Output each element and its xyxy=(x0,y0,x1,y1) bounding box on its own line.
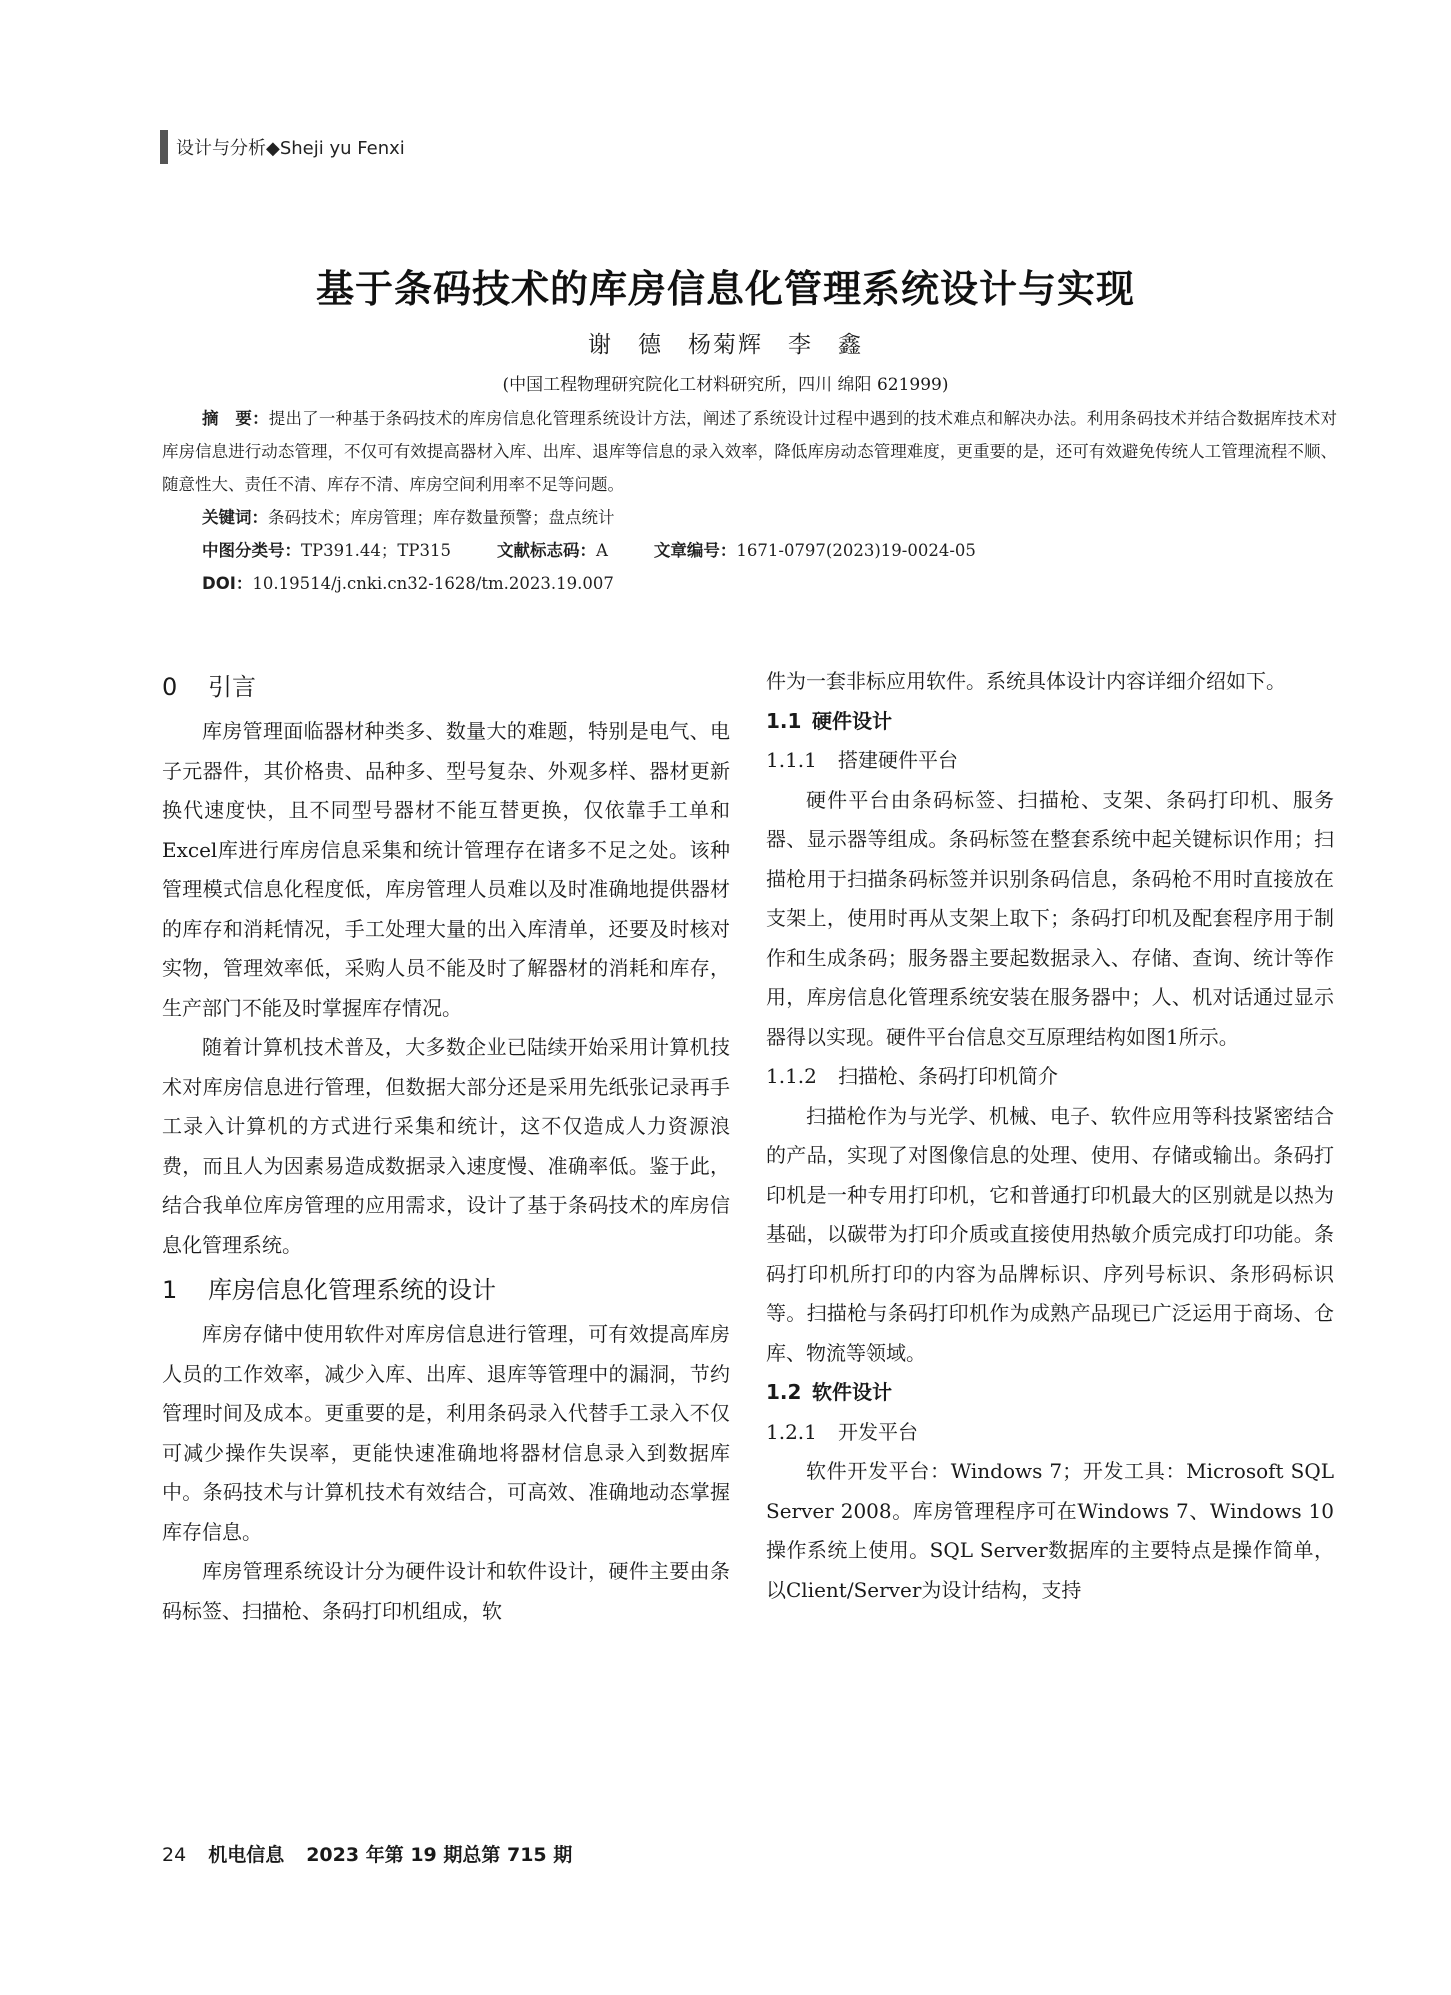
paragraph: 硬件平台由条码标签、扫描枪、支架、条码打印机、服务器、显示器等组成。条码标签在整套系统中起关键标识作用；扫描枪用于扫描条码标签并识别条码信息，条码枪不用时直接放在支架上，使用时再从支架上取下；条码打印机及配套程序用于制作和生成条码；服务器主要起数据录入、存储、查询、统计等作用，库房信息化管理系统安装在服务器中；人、机对话通过显示器得以实现。硬件平台信息交互原理结构如图1所示。 xyxy=(766,787,1334,1049)
right-column xyxy=(766,662,1334,1610)
section-title: 搭建硬件平台 xyxy=(838,748,958,772)
keywords xyxy=(162,501,1337,534)
header-bar xyxy=(160,130,168,164)
doi-label: DOI： xyxy=(202,574,253,593)
header-text: 设计与分析◆Sheji yu Fenxi xyxy=(176,138,405,159)
subsection-heading-1-2 xyxy=(766,1373,1334,1413)
doi xyxy=(162,567,1337,600)
section-number: 1.1 xyxy=(766,708,802,733)
section-title: 硬件设计 xyxy=(812,708,892,733)
issue-info: 2023 年第 19 期总第 715 期 xyxy=(306,1844,573,1866)
page-footer xyxy=(162,1840,572,1867)
abstract-block xyxy=(162,402,1337,600)
abstract-label: 摘 要： xyxy=(202,409,269,428)
clc-value: TP391.44；TP315 xyxy=(301,541,451,560)
doi-value: 10.19514/j.cnki.cn32-1628/tm.2023.19.007 xyxy=(252,574,614,593)
section-title: 软件设计 xyxy=(812,1380,892,1404)
section-number: 1.1.2 xyxy=(766,1064,817,1088)
authors: 谢 德 杨菊辉 李 鑫 xyxy=(588,332,863,358)
subsubsection-heading-1-2-1 xyxy=(766,1413,1334,1453)
doc-code-value: A xyxy=(595,541,608,560)
paragraph: 库房管理面临器材种类多、数量大的难题，特别是电气、电子元器件，其价格贵、品种多、型号复杂、外观多样、器材更新换代速度快，且不同型号器材不能互替更换，仅依靠手工单和Excel库进行库房信息采集和统计管理存在诸多不足之处。该种管理模式信息化程度低，库房管理人员难以及时准确地提供器材的库存和消耗情况，手工处理大量的出入库清单，还要及时核对实物，管理效率低，采购人员不能及时了解器材的消耗和库存，生产部门不能及时掌握库存情况。 xyxy=(162,719,730,1020)
clc-label: 中图分类号： xyxy=(202,541,301,560)
section-heading-1 xyxy=(162,1265,730,1315)
section-number: 1 xyxy=(162,1276,178,1304)
article-number-label: 文章编号： xyxy=(653,541,737,560)
classification xyxy=(162,534,1337,567)
left-column xyxy=(162,662,730,1631)
doc-code-label: 文献标志码： xyxy=(496,541,596,560)
paragraph: 库房管理系统设计分为硬件设计和软件设计，硬件主要由条码标签、扫描枪、条码打印机组成，软 xyxy=(162,1559,730,1623)
page-number: 24 xyxy=(162,1844,187,1866)
section-title: 引言 xyxy=(208,673,256,701)
abstract-text: 提出了一种基于条码技术的库房信息化管理系统设计方法，阐述了系统设计过程中遇到的技术难点和解决办法。利用条码技术并结合数据库技术对库房信息进行动态管理，不仅可有效提高器材入库、出库、退库等信息的录入效率，降低库房动态管理难度，更重要的是，还可有效避免传统人工管理流程不顺、随意性大、责任不清、库存不清、库房空间利用率不足等问题。 xyxy=(162,409,1338,494)
paragraph: 扫描枪作为与光学、机械、电子、软件应用等科技紧密结合的产品，实现了对图像信息的处理、使用、存储或输出。条码打印机是一种专用打印机，它和普通打印机最大的区别就是以热为基础，以碳带为打印介质或直接使用热敏介质完成打印功能。条码打印机所打印的内容为品牌标识、序列号标识、条形码标识等。扫描枪与条码打印机作为成熟产品现已广泛运用于商场、仓库、物流等领域。 xyxy=(766,1103,1334,1365)
keywords-label: 关键词： xyxy=(202,508,268,527)
article-number-value: 1671-0797(2023)19-0024-05 xyxy=(736,541,976,560)
section-title: 扫描枪、条码打印机简介 xyxy=(838,1064,1058,1088)
paragraph: 件为一套非标应用软件。系统具体设计内容详细介绍如下。 xyxy=(766,669,1286,693)
section-title: 开发平台 xyxy=(838,1419,918,1444)
running-header xyxy=(160,130,405,164)
paragraph: 随着计算机技术普及，大多数企业已陆续开始采用计算机技术对库房信息进行管理，但数据大部分还是采用先纸张记录再手工录入计算机的方式进行采集和统计，这不仅造成人力资源浪费，而且人为因素易造成数据录入速度慢、准确率低。鉴于此，结合我单位库房管理的应用需求，设计了基于条码技术的库房信息化管理系统。 xyxy=(162,1035,730,1257)
section-heading-0 xyxy=(162,662,730,712)
section-number: 1.1.1 xyxy=(766,748,817,772)
paragraph: 库房存储中使用软件对库房信息进行管理，可有效提高库房人员的工作效率，减少入库、出库、退库等管理中的漏洞，节约管理时间及成本。更重要的是，利用条码录入代替手工录入不仅可减少操作失误率，更能快速准确地将器材信息录入到数据库中。条码技术与计算机技术有效结合，可高效、准确地动态掌握库存信息。 xyxy=(162,1322,730,1544)
section-number: 0 xyxy=(162,673,178,701)
affiliation: (中国工程物理研究院化工材料研究所，四川 绵阳 621999) xyxy=(502,375,949,395)
journal-name: 机电信息 xyxy=(208,1844,285,1866)
paragraph: 软件开发平台：Windows 7；开发工具：Microsoft SQL Server 2008。库房管理程序可在Windows 7、Windows 10操作系统上使用。SQL Server数据库的主要特点是操作简单，以Client/Server为设计结构，支持 xyxy=(766,1459,1334,1602)
section-number: 1.2.1 xyxy=(766,1419,817,1444)
subsubsection-heading-1-1-2 xyxy=(766,1057,1334,1097)
abstract xyxy=(162,402,1337,501)
keywords-text: 条码技术；库房管理；库存数量预警；盘点统计 xyxy=(268,508,615,527)
subsection-heading-1-1 xyxy=(766,702,1334,742)
subsubsection-heading-1-1-1 xyxy=(766,741,1334,781)
paper-title: 基于条码技术的库房信息化管理系统设计与实现 xyxy=(315,267,1135,311)
section-number: 1.2 xyxy=(766,1380,802,1404)
section-title: 库房信息化管理系统的设计 xyxy=(208,1276,496,1304)
